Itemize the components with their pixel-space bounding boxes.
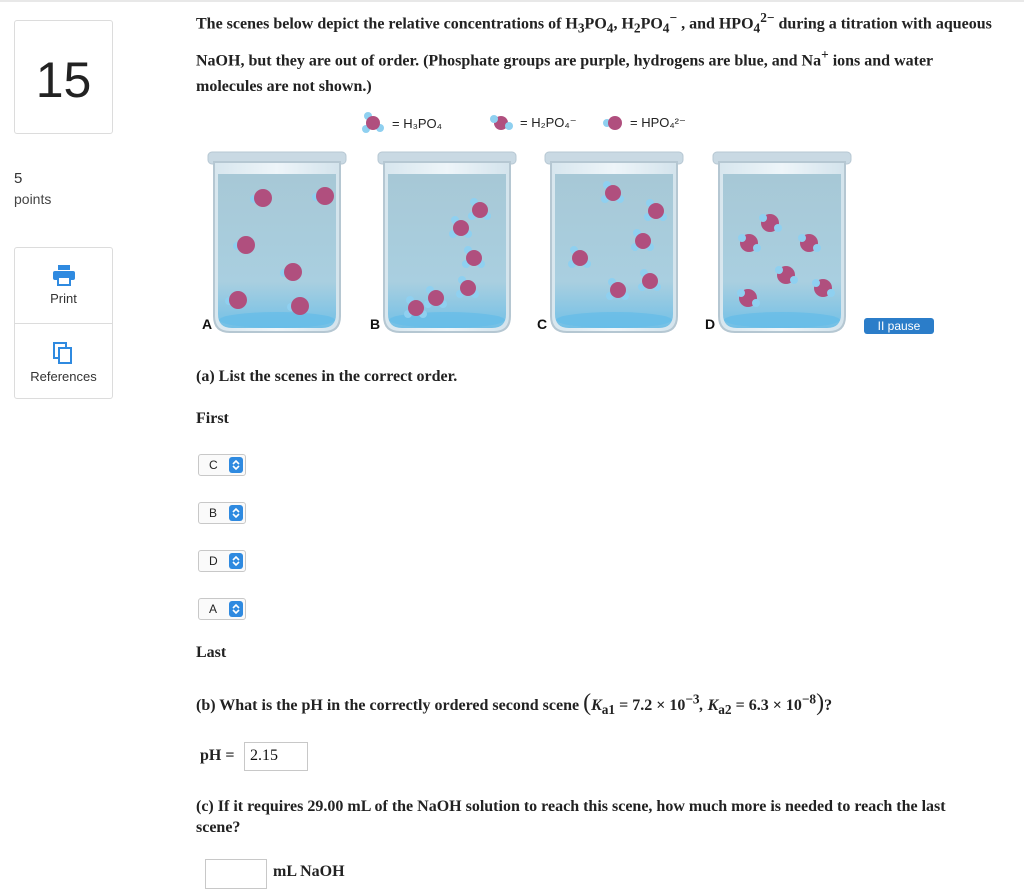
select-arrows-icon (229, 505, 243, 521)
ph-input[interactable]: 2.15 (244, 742, 308, 771)
question-tools (14, 247, 113, 399)
printer-icon (52, 264, 76, 286)
top-divider (0, 0, 1024, 2)
beaker-c (545, 152, 683, 332)
beaker-a (208, 152, 346, 332)
naoh-volume-input[interactable] (205, 859, 267, 889)
legend-h3po4 (360, 110, 442, 136)
order-select-1[interactable]: C (198, 454, 246, 476)
scene-label-a: A (202, 316, 213, 332)
order-select-3[interactable]: D (198, 550, 246, 572)
beaker-scenes (195, 148, 955, 343)
order-select-4[interactable]: A (198, 598, 246, 620)
legend-h2po4 (488, 110, 577, 136)
legend-hpo4 (598, 110, 686, 136)
points-label: points (14, 191, 52, 207)
molecule-legend (360, 110, 760, 138)
scene-label-d: D (705, 316, 716, 332)
print-label: Print (50, 291, 77, 306)
h2po4-molecule-icon (488, 111, 518, 135)
beaker-d (713, 152, 851, 332)
part-a-prompt: (a) List the scenes in the correct order. (196, 368, 458, 385)
h3po4-molecule-icon (360, 111, 390, 135)
legend-h2po4-label: = H₂PO₄⁻ (520, 115, 577, 130)
references-button[interactable] (15, 324, 112, 399)
select-arrows-icon (229, 457, 243, 473)
first-label: First (196, 410, 229, 427)
naoh-unit-label: mL NaOH (273, 863, 345, 880)
question-stem: The scenes below depict the relative concentrations of $H_3PO_4$, $H_2PO_4^-$ , and $HPO_4^{2-}$ during a titration with aqueous NaOH, but they are out of order. (Phosphate groups are purple, hydrogens are blue, and Na+ ions and water molecules are not shown.) (196, 10, 992, 95)
part-b-prompt: (b) What is the pH in the correctly ordered second scene ($K_{a1} = 7.2 \times 10^{-3}$, $K_{a2} = 6.3 \times 10^{-8}$)? (196, 690, 833, 718)
legend-hpo4-label: = HPO₄²⁻ (630, 115, 686, 130)
points-value: 5 (14, 170, 23, 187)
beakers-illustration (195, 148, 955, 343)
hpo4-molecule-icon (598, 111, 628, 135)
print-button[interactable] (15, 248, 112, 324)
part-c-prompt: (c) If it requires 29.00 mL of the NaOH solution to reach this scene, how much more is needed to reach the last scene? (196, 798, 946, 836)
legend-h3po4-label: = H₃PO₄ (392, 115, 442, 131)
question-number: 15 (35, 52, 92, 108)
select-arrows-icon (229, 553, 243, 569)
ph-label: pH = (200, 747, 235, 764)
pause-button[interactable]: II pause (864, 318, 934, 334)
last-label: Last (196, 644, 227, 661)
select-arrows-icon (229, 601, 243, 617)
question-number-box (14, 20, 113, 134)
references-label: References (30, 369, 97, 384)
scene-label-b: B (370, 316, 381, 332)
order-select-2[interactable]: B (198, 502, 246, 524)
beaker-b (378, 152, 516, 332)
references-icon (52, 341, 74, 365)
scene-label-c: C (537, 316, 548, 332)
